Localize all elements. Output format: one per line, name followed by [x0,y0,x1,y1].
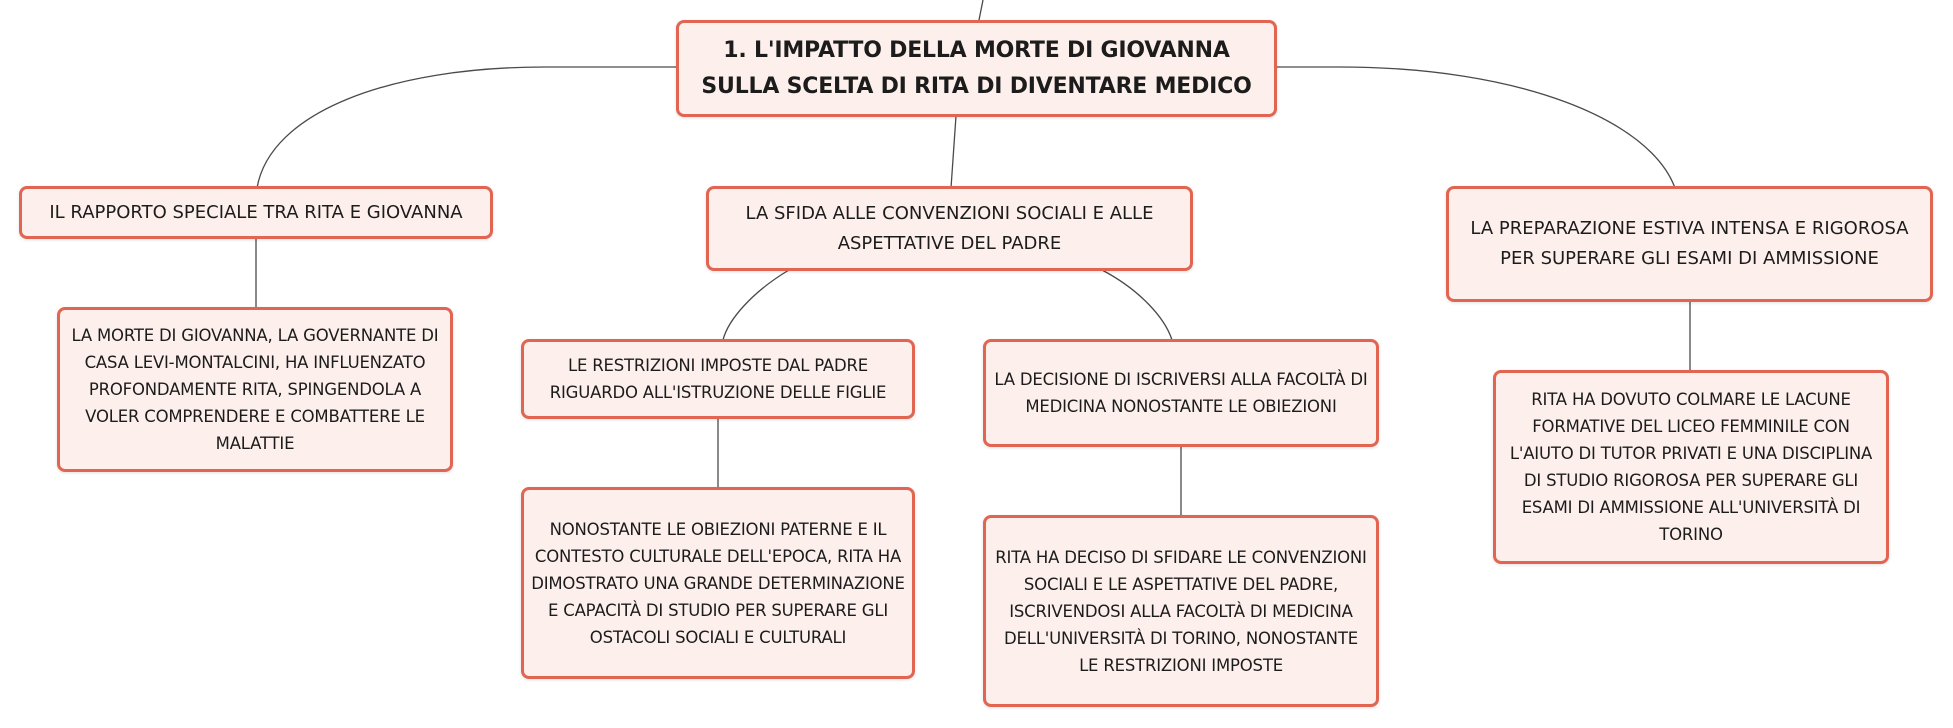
topic-preparazione-estiva-label: LA PREPARAZIONE ESTIVA INTENSA E RIGOROSA PER SUPERARE GLI ESAMI DI AMMISSIONE [1470,218,1909,269]
detail-morte-giovanna[interactable] [57,307,453,472]
topic-rapporto-speciale[interactable] [19,186,493,239]
detail-iscrizione-torino-text: RITA HA DECISO DI SFIDARE LE CONVENZIONI SOCIALI E LE ASPETTATIVE DEL PADRE, ISCRIVENDOSI ALLA FACOLTÀ DI MEDICINA DELL'UNIVERSITÀ DI TORINO, NONOSTANTE LE RESTRIZIONI IMPOSTE [995,547,1367,675]
detail-iscrizione-torino[interactable] [983,515,1379,707]
detail-preparazione-tutor-text: RITA HA DOVUTO COLMARE LE LACUNE FORMATIVE DEL LICEO FEMMINILE CON L'AIUTO DI TUTOR PRIVATI E UNA DISCIPLINA DI STUDIO RIGOROSA PER SUPERARE GLI ESAMI DI AMMISSIONE ALL'UNIVERSITÀ DI TORINO [1509,390,1873,544]
connector-center-to-subright [1102,270,1172,340]
topic-decisione-medicina[interactable] [983,339,1379,447]
connector-root-to-right [1277,67,1675,188]
connector-root-to-center [951,116,956,188]
topic-sfida-convenzioni-label: LA SFIDA ALLE CONVENZIONI SOCIALI E ALLE ASPETTATIVE DEL PADRE [745,202,1154,254]
topic-rapporto-speciale-label: IL RAPPORTO SPECIALE TRA RITA E GIOVANNA [49,201,463,223]
topic-preparazione-estiva[interactable] [1446,186,1933,302]
detail-morte-giovanna-text: LA MORTE DI GIOVANNA, LA GOVERNANTE DI CASA LEVI-MONTALCINI, HA INFLUENZATO PROFONDAMENTE RITA, SPINGENDOLA A VOLER COMPRENDERE E COMBATTERE LE MALATTIE [71,326,439,453]
topic-sfida-convenzioni[interactable] [706,186,1193,271]
topic-decisione-medicina-label: LA DECISIONE DI ISCRIVERSI ALLA FACOLTÀ DI MEDICINA NONOSTANTE LE OBIEZIONI [994,370,1368,416]
topic-restrizioni-padre-label: LE RESTRIZIONI IMPOSTE DAL PADRE RIGUARDO ALL'ISTRUZIONE DELLE FIGLIE [549,356,887,402]
detail-obiezioni-paterne-text: NONOSTANTE LE OBIEZIONI PATERNE E IL CONTESTO CULTURALE DELL'EPOCA, RITA HA DIMOSTRATO UNA GRANDE DETERMINAZIONE E CAPACITÀ DI STUDIO PER SUPERARE GLI OSTACOLI SOCIALI E CULTURALI [531,519,905,647]
connector-parent-to-root [979,0,983,20]
detail-obiezioni-paterne[interactable] [521,487,915,679]
detail-preparazione-tutor[interactable] [1493,370,1889,564]
root-topic-label: 1. L'IMPATTO DELLA MORTE DI GIOVANNA SULLA SCELTA DI RITA DI DIVENTARE MEDICO [701,37,1252,99]
root-topic[interactable] [676,20,1277,117]
connector-center-to-subleft [723,270,789,340]
connector-root-to-left [257,67,678,188]
topic-restrizioni-padre[interactable] [521,339,915,419]
